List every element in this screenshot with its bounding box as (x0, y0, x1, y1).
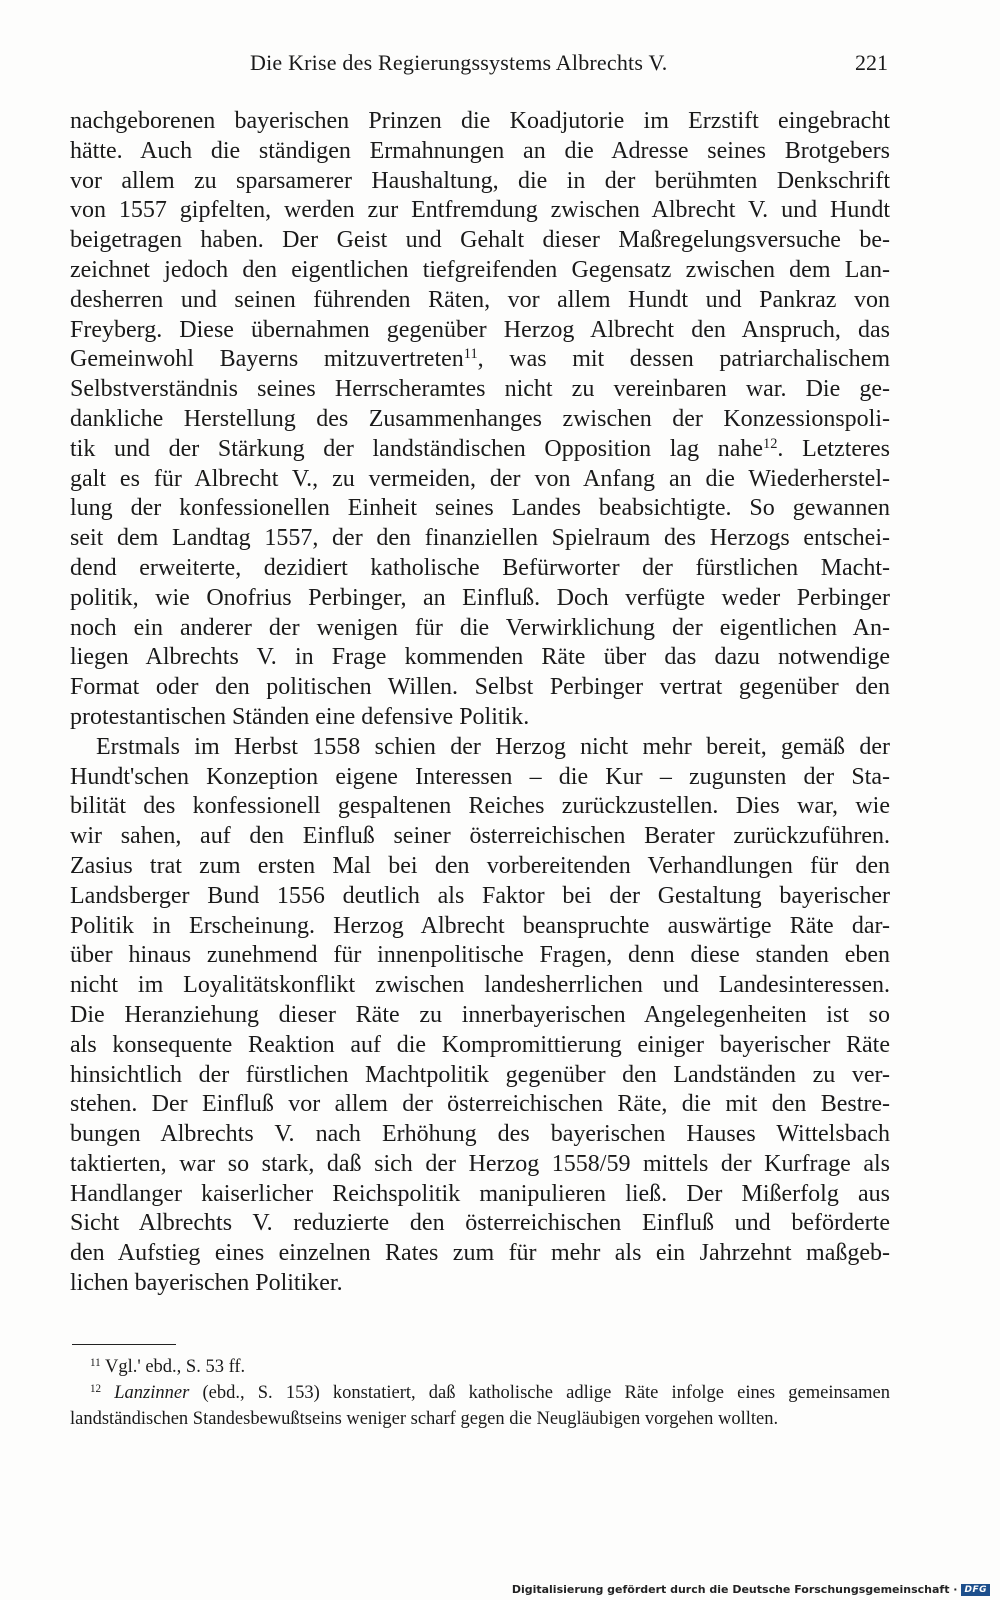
text-segment: Gemeinwohl Bayerns mitzuvertreten (70, 346, 464, 373)
credit-text: Digitalisierung gefördert durch die Deutsche Forschungsgemeinschaft · (511, 1583, 958, 1596)
footnote-divider (72, 1344, 176, 1345)
footnote-text: Vgl.' ebd., S. 53 ff. (104, 1357, 246, 1377)
text-line: bungen Albrechts V. nach Erhöhung des bayerischen Hauses Wittelsbach (70, 1121, 890, 1148)
text-line: liegen Albrechts V. in Frage kommenden Räte über das dazu notwendige (70, 644, 890, 671)
text-line: als konsequente Reaktion auf die Kompromittierung einiger bayerischer Räte (70, 1031, 890, 1058)
text-line: stehen. Der Einfluß vor allem der österreichischen Räte, die mit den Bestre- (70, 1091, 890, 1118)
text-line: über hinaus zunehmend für innenpolitische Fragen, denn diese standen eben (70, 942, 890, 969)
text-line: galt es für Albrecht V., zu vermeiden, der von Anfang an die Wiederherstel- (70, 465, 890, 492)
text-line: zeichnet jedoch den eigentlichen tiefgreifenden Gegensatz zwischen dem Lan- (70, 256, 890, 283)
text-segment: . Letzteres (777, 435, 890, 462)
paragraph-start-line: Erstmals im Herbst 1558 schien der Herzog nicht mehr bereit, gemäß der (96, 733, 890, 760)
text-line-with-footnote (70, 435, 890, 465)
text-line: noch ein anderer der wenigen für die Verwirklichung der eigentlichen An- (70, 614, 890, 641)
paragraph-end-line: protestantischen Ständen eine defensive Politik. (70, 703, 530, 730)
text-line: hinsichtlich der fürstlichen Machtpolitik gegenüber den Landständen zu ver- (70, 1061, 890, 1088)
text-line: Freyberg. Diese übernahmen gegenüber Herzog Albrecht den Anspruch, das (70, 316, 890, 343)
text-line: von 1557 gipfelten, werden zur Entfremdung zwischen Albrecht V. und Hundt (70, 197, 890, 224)
footnote-ref-12: 12 (763, 435, 778, 452)
dfg-logo: DFG (961, 1584, 990, 1596)
footnotes (70, 1354, 890, 1432)
text-line: nicht im Loyalitätskonflikt zwischen landesherrlichen und Landesinteressen. (70, 972, 890, 999)
running-header (70, 50, 888, 84)
text-line: dankliche Herstellung des Zusammenhanges zwischen der Konzessionspoli- (70, 405, 890, 432)
text-line: Hundt'schen Konzeption eigene Interessen – die Kur – zugunsten der Sta- (70, 763, 890, 790)
text-line: Landsberger Bund 1556 deutlich als Faktor bei der Gestaltung bayerischer (70, 882, 890, 909)
footnote-12-continued: landständischen Standesbewußtseins weniger scharf gegen die Neugläubigen vorgehen wollten. (70, 1409, 779, 1429)
text-segment: , was mit dessen patriarchalischem (477, 346, 890, 373)
text-line: seit dem Landtag 1557, der den finanziellen Spielraum des Herzogs entschei- (70, 525, 890, 552)
text-line: Die Heranziehung dieser Räte zu innerbayerischen Angelegenheiten ist so (70, 1001, 890, 1028)
text-line: lung der konfessionellen Einheit seines Landes beabsichtigte. So gewannen (70, 495, 890, 522)
text-line: bilität des konfessionell gespaltenen Reiches zurückzustellen. Dies war, wie (70, 793, 890, 820)
text-line: taktierten, war so stark, daß sich der Herzog 1558/59 mittels der Kurfrage als (70, 1150, 890, 1177)
text-line: dend erweiterte, dezidiert katholische Befürworter der fürstlichen Macht- (70, 554, 890, 581)
footnote-11 (70, 1354, 890, 1380)
footnote-12 (70, 1380, 890, 1406)
text-line: vor allem zu sparsamerer Haushaltung, die in der berühmten Denkschrift (70, 167, 890, 194)
digitization-credit (512, 1583, 990, 1596)
text-line: wir sahen, auf den Einfluß seiner österreichischen Berater zurückzuführen. (70, 823, 890, 850)
text-line: den Aufstieg eines einzelnen Rates zum für mehr als ein Jahrzehnt maßgeb- (70, 1240, 890, 1267)
text-line-with-footnote (70, 345, 890, 375)
text-segment: tik und der Stärkung der landständischen Opposition lag nahe (70, 435, 764, 462)
page-number: 221 (855, 50, 888, 75)
text-line: desherren und seinen führenden Räten, vor allem Hundt und Pankraz von (70, 286, 890, 313)
footnote-ref-11: 11 (463, 346, 478, 363)
footnote-author: Lanzinner (114, 1383, 190, 1403)
text-line: Politik in Erscheinung. Herzog Albrecht beanspruchte auswärtige Räte dar- (70, 912, 890, 939)
footnote-number: 11 (90, 1356, 101, 1369)
body-text (70, 107, 890, 1299)
text-line: beigetragen haben. Der Geist und Gehalt dieser Maßregelungsversuche be- (70, 227, 890, 254)
text-line: Selbstverständnis seines Herrscheramtes nicht zu vereinbaren war. Die ge- (70, 376, 890, 403)
text-line: Format oder den politischen Willen. Selbst Perbinger vertrat gegenüber den (70, 674, 890, 701)
footnote-text: (ebd., S. 153) konstatiert, daß katholische adlige Räte infolge eines gemeinsamen (189, 1383, 890, 1403)
text-line: politik, wie Onofrius Perbinger, an Einfluß. Doch verfügte weder Perbinger (70, 584, 890, 611)
paragraph-end-line: lichen bayerischen Politiker. (70, 1270, 343, 1297)
text-line: nachgeborenen bayerischen Prinzen die Koadjutorie im Erzstift eingebracht (70, 108, 890, 134)
text-line: hätte. Auch die ständigen Ermahnungen an die Adresse seines Brotgebers (70, 137, 890, 164)
text-line: Handlanger kaiserlicher Reichspolitik manipulieren ließ. Der Mißerfolg aus (70, 1180, 890, 1207)
text-line: Sicht Albrechts V. reduzierte den österreichischen Einfluß und beförderte (70, 1210, 890, 1237)
running-title: Die Krise des Regierungssystems Albrechts V. (250, 50, 668, 75)
footnote-number: 12 (90, 1382, 102, 1395)
text-line: Zasius trat zum ersten Mal bei den vorbereitenden Verhandlungen für den (70, 852, 890, 879)
